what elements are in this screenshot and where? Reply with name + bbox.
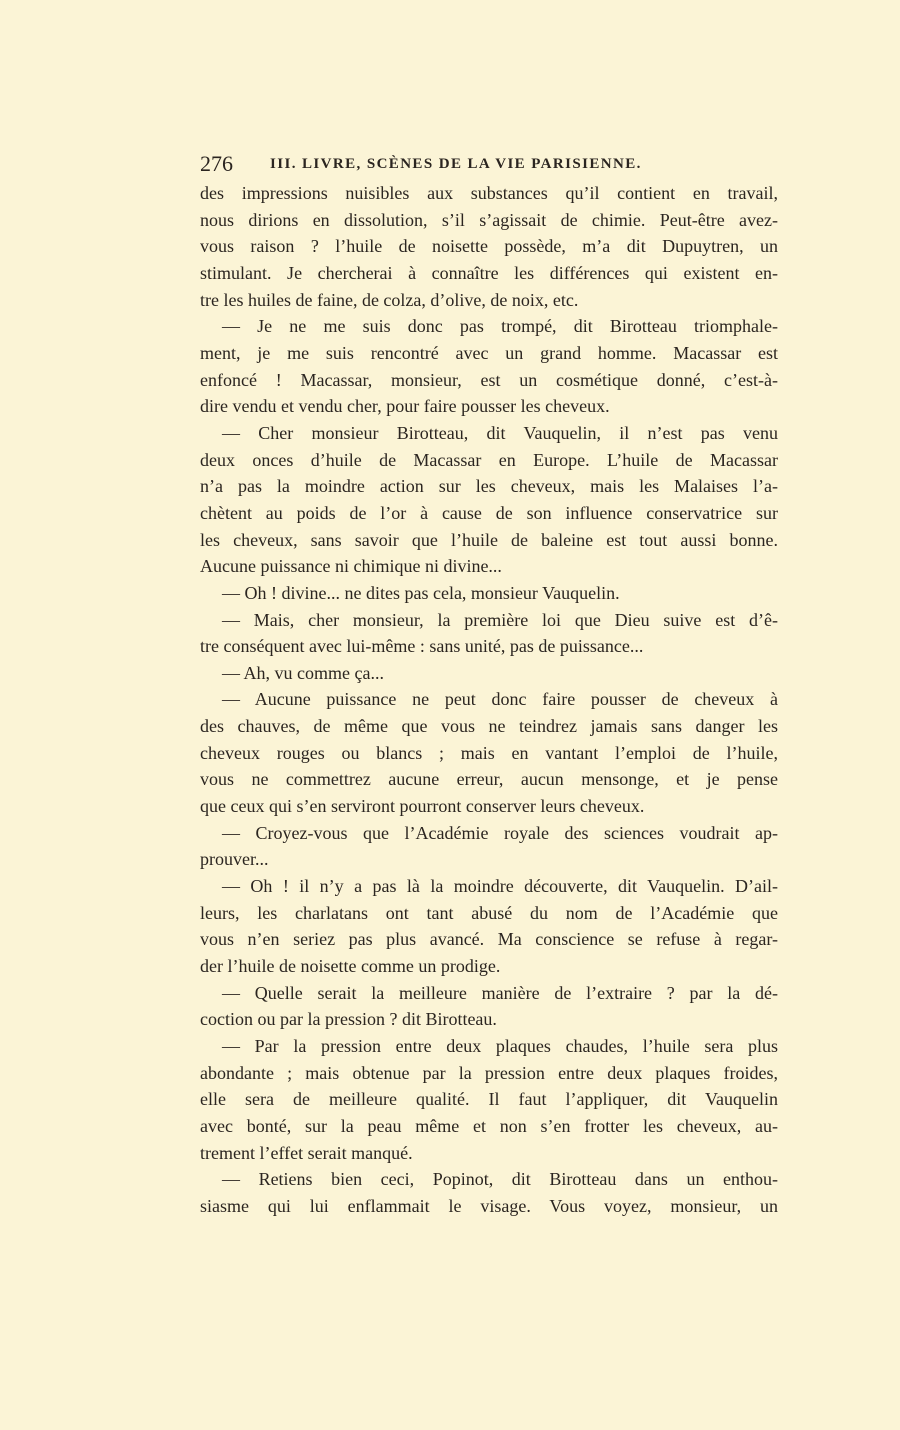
text-line — [200, 420, 778, 447]
text-line — [200, 900, 778, 927]
text-line-content: siasme qui lui enflammait le visage. Vous voyez, monsieur, un — [200, 1195, 778, 1216]
text-line-content: vous ne commettrez aucune erreur, aucun mensonge, et je pense — [200, 769, 778, 790]
text-line-content: que ceux qui s’en serviront pourront conserver leurs cheveux. — [200, 796, 645, 817]
text-line — [200, 980, 778, 1007]
text-line-content: des chauves, de même que vous ne teindrez jamais sans danger les — [200, 716, 778, 737]
text-line-content: — Ah, vu comme ça... — [222, 662, 384, 683]
page-body-text — [200, 180, 778, 1220]
text-line-content: Aucune puissance ni chimique ni divine... — [200, 556, 502, 577]
text-line-content: des impressions nuisibles aux substances qu’il contient en travail, — [200, 183, 778, 203]
text-line-content: chètent au poids de l’or à cause de son influence conservatrice sur — [200, 502, 778, 523]
text-line — [200, 500, 778, 527]
text-line-content: vous raison ? l’huile de noisette possède, m’a dit Dupuytren, un — [200, 236, 778, 257]
text-line-content: — Je ne me suis donc pas trompé, dit Birotteau triomphale- — [222, 316, 778, 337]
text-line — [200, 713, 778, 740]
text-line-content: — Mais, cher monsieur, la première loi que Dieu suive est d’ê- — [222, 609, 778, 630]
text-line — [200, 1113, 778, 1140]
text-line-content: n’a pas la moindre action sur les cheveux, mais les Malaises l’a- — [200, 476, 778, 497]
text-line — [200, 660, 778, 687]
text-line-content: — Croyez-vous que l’Académie royale des sciences voudrait ap- — [222, 822, 778, 843]
text-line — [200, 873, 778, 900]
text-line-content: deux onces d’huile de Macassar en Europe. L’huile de Macassar — [200, 449, 778, 470]
text-line — [200, 1060, 778, 1087]
text-line-content: — Par la pression entre deux plaques chaudes, l’huile sera plus — [222, 1036, 778, 1056]
text-line — [200, 207, 778, 234]
text-line-content: coction ou par la pression ? dit Birotteau. — [200, 1009, 497, 1030]
text-line — [200, 340, 778, 367]
text-line — [200, 367, 778, 394]
text-line-content: — Oh ! divine... ne dites pas cela, monsieur Vauquelin. — [222, 582, 620, 603]
text-line-content: prouver... — [200, 849, 269, 870]
text-line — [200, 393, 778, 420]
text-line — [200, 766, 778, 793]
text-line-content: — Aucune puissance ne peut donc faire pousser de cheveux à — [222, 689, 778, 710]
text-line — [200, 313, 778, 340]
text-line-content: — Cher monsieur Birotteau, dit Vauquelin, il n’est pas venu — [222, 422, 778, 443]
text-line-content: elle sera de meilleure qualité. Il faut l’appliquer, dit Vauquelin — [200, 1089, 778, 1110]
text-line — [200, 1086, 778, 1113]
text-line — [200, 953, 778, 980]
text-line — [200, 820, 778, 847]
text-line-content: tre les huiles de faine, de colza, d’olive, de noix, etc. — [200, 289, 579, 310]
text-line — [200, 1033, 778, 1060]
text-line — [200, 740, 778, 767]
text-line-content: enfoncé ! Macassar, monsieur, est un cosmétique donné, c’est-à- — [200, 369, 778, 390]
text-line — [200, 527, 778, 554]
text-line — [200, 580, 778, 607]
text-line — [200, 233, 778, 260]
text-line-content: dire vendu et vendu cher, pour faire pousser les cheveux. — [200, 396, 610, 417]
running-title: III. LIVRE, SCÈNES DE LA VIE PARISIENNE. — [270, 156, 642, 172]
running-header — [200, 150, 778, 178]
text-line — [200, 633, 778, 660]
text-line — [200, 553, 778, 580]
text-line-content: abondante ; mais obtenue par la pression entre deux plaques froides, — [200, 1062, 778, 1083]
text-line — [200, 287, 778, 314]
text-line-content: vous n’en seriez pas plus avancé. Ma conscience se refuse à regar- — [200, 929, 778, 950]
text-line-content: tre conséquent avec lui-même : sans unité, pas de puissance... — [200, 636, 644, 657]
page-number: 276 — [200, 151, 233, 176]
text-line-content: nous dirions en dissolution, s’il s’agissait de chimie. Peut-être avez- — [200, 209, 778, 230]
text-line — [200, 926, 778, 953]
text-line-content: cheveux rouges ou blancs ; mais en vantant l’emploi de l’huile, — [200, 742, 778, 763]
text-line — [200, 1193, 778, 1220]
text-line-content: trement l’effet serait manqué. — [200, 1142, 413, 1163]
text-line — [200, 447, 778, 474]
text-line — [200, 1006, 778, 1033]
text-line — [200, 473, 778, 500]
text-line-content: — Quelle serait la meilleure manière de l’extraire ? par la dé- — [222, 982, 778, 1003]
text-line-content: — Retiens bien ceci, Popinot, dit Birotteau dans un enthou- — [222, 1169, 778, 1190]
text-line — [200, 846, 778, 873]
text-line — [200, 1140, 778, 1167]
text-line-content: der l’huile de noisette comme un prodige. — [200, 956, 501, 977]
text-line — [200, 260, 778, 287]
text-line-content: ment, je me suis rencontré avec un grand homme. Macassar est — [200, 342, 778, 363]
text-line — [200, 180, 778, 207]
text-line — [200, 793, 778, 820]
text-line-content: leurs, les charlatans ont tant abusé du nom de l’Académie que — [200, 902, 778, 923]
text-line — [200, 607, 778, 634]
text-line — [200, 1166, 778, 1193]
text-line — [200, 686, 778, 713]
text-line-content: les cheveux, sans savoir que l’huile de baleine est tout aussi bonne. — [200, 529, 778, 550]
text-line-content: avec bonté, sur la peau même et non s’en frotter les cheveux, au- — [200, 1115, 778, 1136]
text-line-content: — Oh ! il n’y a pas là la moindre découverte, dit Vauquelin. D’ail- — [222, 876, 778, 897]
text-line-content: stimulant. Je chercherai à connaître les différences qui existent en- — [200, 262, 778, 283]
